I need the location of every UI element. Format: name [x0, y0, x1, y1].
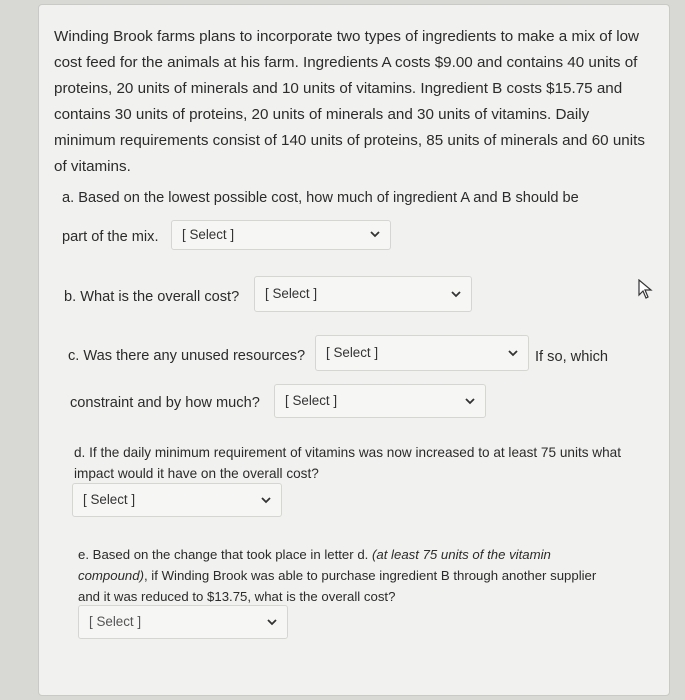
chevron-down-icon [370, 231, 380, 238]
select-d[interactable] [72, 483, 282, 517]
select-b-placeholder: [ Select ] [265, 286, 318, 301]
question-c-tail: If so, which [535, 349, 608, 365]
problem-statement: Winding Brook farms plans to incorporate two types of ingredients to make a mix of low cost feed for the animals at his farm. Ingredients A costs $9.00 and contains 40 units of proteins, 20 units of minerals and 10 units of vitamins. Ingredient B costs $15.75 and contains 30 units of proteins, 20 units of minerals and 30 units of vitamins. Daily minimum requirements consist of 140 units of proteins, 85 units of minerals and 60 units of vitamins. [54, 28, 645, 175]
select-c2[interactable] [274, 384, 486, 418]
mouse-cursor-icon [637, 279, 653, 299]
select-e[interactable] [78, 605, 288, 639]
select-c2-placeholder: [ Select ] [285, 393, 338, 408]
question-e [78, 544, 618, 607]
select-c1[interactable] [315, 335, 529, 371]
chevron-down-icon [451, 291, 461, 298]
question-e-italic: (at least 75 units of the vitamin compound) [78, 547, 551, 583]
chevron-down-icon [465, 398, 475, 405]
question-b: b. What is the overall cost? [64, 289, 240, 305]
select-e-placeholder: [ Select ] [89, 614, 142, 629]
select-d-placeholder: [ Select ] [83, 492, 136, 507]
question-c-line1: c. Was there any unused resources? [68, 348, 306, 364]
select-a[interactable] [171, 220, 391, 250]
question-a-line2: part of the mix. [62, 229, 159, 245]
question-a-line1: a. Based on the lowest possible cost, how much of ingredient A and B should be [62, 190, 579, 206]
select-b[interactable] [254, 276, 472, 312]
question-e-text-end: , if Winding Brook was able to purchase ingredient B through another supplier and it was reduced to $13.75, what is the overall cost? [78, 568, 597, 604]
chevron-down-icon [508, 350, 518, 357]
chevron-down-icon [261, 497, 271, 504]
question-c-line2: constraint and by how much? [70, 395, 260, 411]
select-c1-placeholder: [ Select ] [326, 345, 379, 360]
select-a-placeholder: [ Select ] [182, 227, 235, 242]
question-d: d. If the daily minimum requirement of vitamins was now increased to at least 75 units what impact would it have on the overall cost? [74, 445, 622, 481]
question-e-text: e. Based on the change that took place in letter d. [78, 547, 372, 562]
chevron-down-icon [267, 619, 277, 626]
